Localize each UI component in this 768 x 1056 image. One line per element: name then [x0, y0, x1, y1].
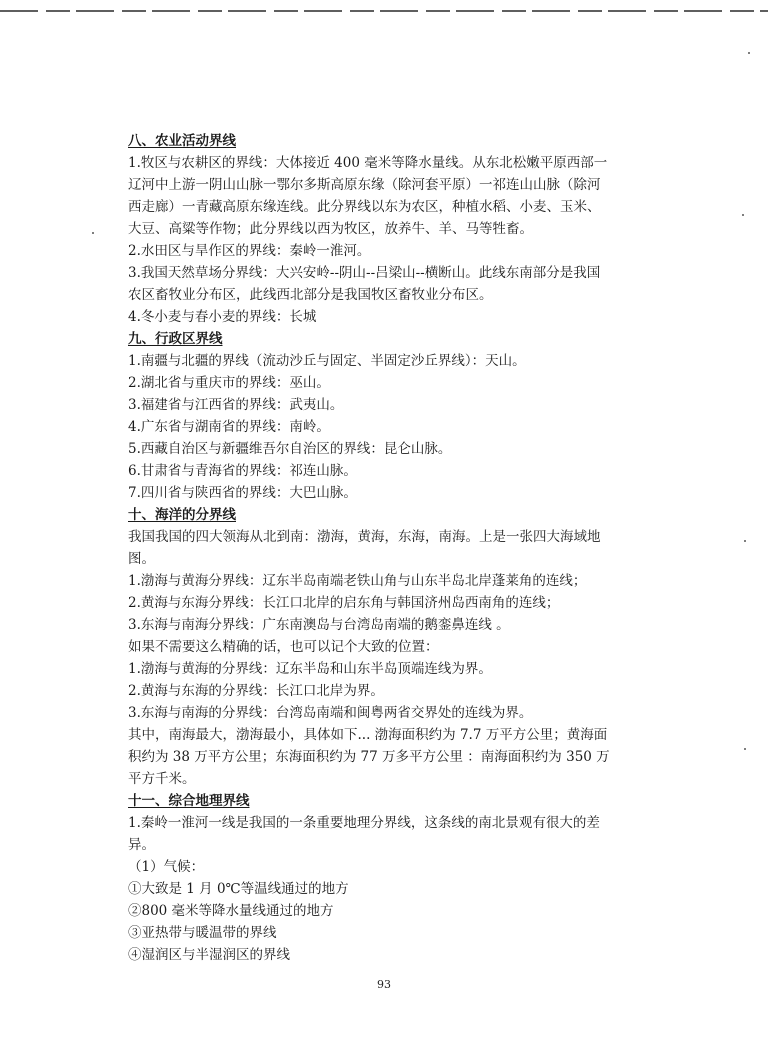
- text-line: 1.渤海与黄海的分界线：辽东半岛和山东半岛顶端连线为界。: [128, 661, 492, 677]
- text-line: 2.黄海与东海分界线：长江口北岸的启东角与韩国济州岛西南角的连线；: [128, 595, 560, 611]
- text-line: 1.秦岭一淮河一线是我国的一条重要地理分界线，这条线的南北景观有很大的差: [128, 815, 600, 831]
- text-line: 1.南疆与北疆的界线（流动沙丘与固定、半固定沙丘界线）：天山。: [128, 353, 526, 369]
- text-line: 2.水田区与旱作区的界线：秦岭一淮河。: [128, 243, 371, 259]
- text-line: 大豆、高粱等作物；此分界线以西为牧区，放养牛、羊、马等牲畜。: [128, 221, 533, 237]
- scan-speck: [748, 52, 750, 54]
- text-line: （1）气候：: [128, 859, 205, 875]
- text-line: 1.渤海与黄海分界线：辽东半岛南端老铁山角与山东半岛北岸蓬莱角的连线；: [128, 573, 587, 589]
- section-heading: 十、海洋的分界线: [128, 507, 236, 523]
- text-line: 1.牧区与农耕区的界线：大体接近 400 毫米等降水量线。从东北松嫩平原西部一: [128, 155, 608, 171]
- text-line: 4.广东省与湖南省的界线：南岭。: [128, 419, 330, 435]
- text-line: 3.我国天然草场分界线：大兴安岭--阴山--吕梁山--横断山。此线东南部分是我国: [128, 265, 601, 281]
- document-body: [128, 130, 624, 966]
- page-number: 93: [377, 978, 391, 991]
- text-line: 其中，南海最大，渤海最小，具体如下... 渤海面积约为 7.7 万平方公里；黄海面: [128, 727, 608, 743]
- text-line: 如果不需要这么精确的话，也可以记个大致的位置：: [128, 639, 439, 655]
- section-heading: 九、行政区界线: [128, 331, 223, 347]
- text-line: ②800 毫米等降水量线通过的地方: [128, 903, 334, 919]
- text-line: 7.四川省与陕西省的界线：大巴山脉。: [128, 485, 357, 501]
- text-line: 辽河中上游一阴山山脉一鄂尔多斯高原东缘（除河套平原）一祁连山山脉（除河: [128, 177, 601, 193]
- text-line: 农区畜牧业分布区，此线西北部分是我国牧区畜牧业分布区。: [128, 287, 493, 303]
- text-line: 3.东海与南海的分界线：台湾岛南端和闽粤两省交界处的连线为界。: [128, 705, 533, 721]
- text-line: 5.西藏自治区与新疆维吾尔自治区的界线：昆仑山脉。: [128, 441, 452, 457]
- scan-speck: [744, 748, 746, 750]
- section-heading: 八、农业活动界线: [128, 133, 236, 149]
- text-line: ③亚热带与暖温带的界线: [128, 925, 277, 941]
- text-line: 2.黄海与东海的分界线：长江口北岸为界。: [128, 683, 384, 699]
- text-line: ④湿润区与半湿润区的界线: [128, 947, 290, 963]
- section-heading: 十一、综合地理界线: [128, 793, 250, 809]
- scan-speck: [92, 232, 94, 234]
- text-line: 图。: [128, 551, 155, 567]
- text-line: 4.冬小麦与春小麦的界线：长城: [128, 309, 317, 325]
- text-line: 西走廊）一青藏高原东缘连线。此分界线以东为农区，种植水稻、小麦、玉米、: [128, 199, 601, 215]
- text-line: 积约为 38 万平方公里；东海面积约为 77 万多平方公里 ：南海面积约为 350 万: [128, 749, 610, 765]
- text-line: 6.甘肃省与青海省的界线：祁连山脉。: [128, 463, 357, 479]
- text-line: 3.福建省与江西省的界线：武夷山。: [128, 397, 344, 413]
- scan-edge-line: [0, 10, 768, 12]
- text-line: 平方千米。: [128, 771, 196, 787]
- text-line: 异。: [128, 837, 155, 853]
- scan-speck: [742, 214, 744, 216]
- text-line: 我国我国的四大领海从北到南：渤海，黄海，东海，南海。上是一张四大海域地: [128, 529, 601, 545]
- text-line: 3.东海与南海分界线：广东南澳岛与台湾岛南端的鹅銮鼻连线 。: [128, 617, 510, 633]
- text-line: ①大致是 1 月 0℃等温线通过的地方: [128, 881, 349, 897]
- scan-speck: [744, 540, 746, 542]
- text-line: 2.湖北省与重庆市的界线：巫山。: [128, 375, 330, 391]
